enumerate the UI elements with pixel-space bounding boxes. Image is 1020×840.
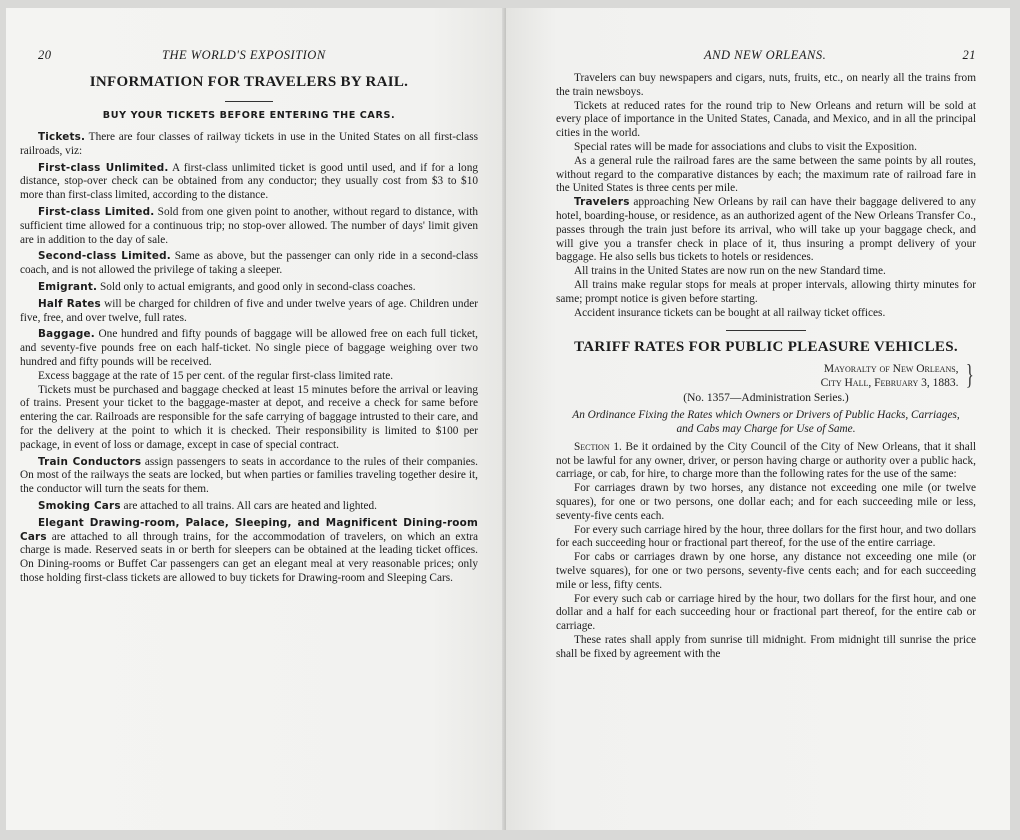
paragraph [556,196,976,265]
paragraph-text: All trains make regular stops for meals at proper intervals, allowing thirty minutes for same; prompt notice is given before starting. [556,278,976,305]
paragraph-text: assign passengers to seats in accordance to the rules of their companies. On most of the railways the seats are locked, but when parties or families traveling together desire it, the conductor will turn the seats for them. [20,455,478,496]
paragraph-term: Half Rates [38,297,101,310]
left-page-content [20,48,478,586]
paragraph-text: Travelers can buy newspapers and cigars, nuts, fruits, etc., on nearly all the trains from the train newsboys. [556,72,976,98]
paragraph-text: Sold from one given point to another, without regard to distance, with sufficient time allowed for a continuous trip; no stop-over allowed. The number of days' limit given are in addition to the day of sale. [20,205,478,246]
paragraph [20,500,478,514]
paragraph-text: will be charged for children of five and under twelve years of age. Children under five, free, and over twelve, full rates. [20,297,479,324]
paragraph-term: Emigrant. [38,280,98,293]
left-page-number: 20 [38,48,52,62]
paragraph [20,131,478,159]
paragraph-term: Second-class Limited. [38,250,171,263]
paragraph-text: For every such cab or carriage hired by the hour, two dollars for the first hour, and one dollar and a half for each succeeding hour or fractional part thereof, for the entire cab or carriage. [556,592,976,633]
section-label: Section 1. [574,440,622,453]
paragraph-text: For every such carriage hired by the hour, three dollars for the first hour, and two dollars for each succeeding hour or fractional part thereof, for the use of the entire carriage. [556,523,976,550]
paragraph-text: are attached to all trains. All cars are heated and lighted. [120,499,377,512]
mayoralty-block [556,362,976,390]
paragraph-term: First-class Limited. [38,205,155,218]
paragraph-text: are attached to all through trains, for the accommodation of travelers, on which an extra charge is made. Reserved seats in or berth for sleepers can be obtained at the leading ticket offices. On Dining-rooms or Buffet Car passengers can get an elegant meal at very reasonable prices; only those holding first-class tickets are allowed to buy tickets for Drawing-room and Sleeping Cars. [20,530,478,584]
paragraph [556,141,976,155]
left-section-heading: INFORMATION FOR TRAVELERS BY RAIL. [89,74,409,90]
paragraph-text: Tickets at reduced rates for the round trip to New Orleans and return will be sold at every place of importance in the United States, Canada, and Mexico, and in all the principal cities in the world. [556,99,976,140]
paragraph [556,482,976,523]
paragraph-text: A first-class unlimited ticket is good until used, and if for a long distance, stop-over check can be obtained from any conductor; they usually cost from $3 to $10 more than first-class limited, according to the distance. [20,161,478,202]
paragraph-text: Sold only to actual emigrants, and good only in second-class coaches. [97,280,416,293]
left-page [6,8,506,830]
paragraph [556,593,976,634]
paragraph-text: Accident insurance tickets can be bought at all railway ticket offices. [574,306,886,319]
right-page [506,8,1010,830]
paragraph [20,250,478,278]
mayoralty-lines [821,362,959,390]
paragraph [556,524,976,552]
brace-icon: } [965,360,974,392]
right-page-content [556,48,976,661]
paragraph [20,298,478,326]
paragraph-term: Smoking Cars [38,499,121,512]
paragraph [20,206,478,247]
paragraph-term: Travelers [574,196,630,209]
paragraph-text: One hundred and fifty pounds of baggage will be allowed free on each full ticket, and seventy-five pounds free on each half-ticket. No single piece of baggage weighing over two hundred and fifty pounds will be received. [20,328,478,368]
paragraph-text: Excess baggage at the rate of 15 per cent. of the regular first-class limited rate. [38,369,394,382]
paragraph-text: Special rates will be made for associations and clubs to visit the Exposition. [574,140,917,153]
heading-divider [225,101,273,102]
paragraph [556,307,976,321]
paragraph [20,162,478,203]
paragraph [556,279,976,307]
paragraph-text: These rates shall apply from sunrise till midnight. From midnight till sunrise the price shall be fixed by agreement with the [556,633,976,660]
paragraph-term: First-class Unlimited. [38,161,169,174]
paragraph [20,370,478,384]
paragraph-text: Same as above, but the passenger can only ride in a second-class coach, and is not allowed the privilege of taking a sleeper. [20,250,478,277]
paragraph-term: Train Conductors [38,455,142,468]
paragraph [556,441,976,482]
paragraph [556,155,976,196]
paragraph [20,328,478,369]
paragraph [556,72,976,100]
mayoralty-line: Mayoralty of New Orleans, [823,363,959,376]
paragraph [556,634,976,662]
right-section-heading: TARIFF RATES FOR PUBLIC PLEASURE VEHICLES. [574,339,958,356]
paragraph-text: For cabs or carriages drawn by one horse, any distance not exceeding one mile (or twelve squares), for one or two persons, seventy-five cents each; and for each succeeding mile or less, fifty cents. [556,551,976,591]
left-running-head [20,48,478,68]
paragraph [556,265,976,279]
paragraph [20,281,478,295]
section-divider [726,330,806,331]
paragraph-text: All trains in the United States are now run on the new Standard time. [574,265,886,278]
left-running-title: THE WORLD'S EXPOSITION [162,48,326,62]
paragraph-text: For carriages drawn by two horses, any distance not exceeding one mile (or twelve squares), for one or two persons, one dollar each; and for each succeeding mile or less, seventy-five cents each. [556,482,976,522]
paragraph [556,100,976,141]
paragraph-text: There are four classes of railway tickets in use in the United States on all first-class railroads, viz: [20,131,478,157]
right-running-title: AND NEW ORLEANS. [704,48,827,62]
right-running-head [556,48,976,68]
city-hall-date-line: City Hall, February 3, 1883. [820,377,959,390]
paragraph-term: Tickets. [38,131,86,143]
paragraph [20,384,478,453]
paragraph [20,517,478,586]
paragraph-term: Elegant Drawing-room, Palace, Sleeping, and Magnificent Dining-room Cars [20,516,478,543]
paragraph-text: Tickets must be purchased and baggage checked at least 15 minutes before the arrival or leaving of trains. Present your ticket to the baggage-master at depot, and receive a check for same before entering the car. Railroads are responsible for the safe carrying of baggage intrusted to their care, and for the delivery at the point to which it is checked. Their responsibility is limited to $100 per package, in event of loss or damage, except in case of special contract. [20,383,478,451]
paragraph-text: approaching New Orleans by rail can have their baggage delivered to any hotel, boarding-house, or residence, as an authorized agent of the New Orleans Transfer Co., passes through the train just before its arrival, who will take up your baggage check, and will give you a transfer check in place of it, thus insuring a prompt delivery of your baggage. He also sells bus tickets to hotels or residences. [556,196,976,264]
series-line: (No. 1357—Administration Series.) [683,392,849,405]
right-page-number: 21 [962,48,976,62]
left-subheading: BUY YOUR TICKETS BEFORE ENTERING THE CARS. [102,110,396,121]
paragraph-text: Be it ordained by the City Council of the City of New Orleans, that it shall not be lawful for any owner, driver, or person having charge or authority over a public hack, carriage, or cab, for hire, to charge more than the following rates for the use of the same: [556,440,976,481]
book-spread [6,8,1010,830]
paragraph-term: Baggage. [38,328,95,341]
paragraph-text: As a general rule the railroad fares are the same between the same points by all routes, without regard to the comparative distances by each; the maximum rate of railroad fare in the United States is three cents per mile. [556,154,976,195]
ordinance-title: An Ordinance Fixing the Rates which Owners or Drivers of Public Hacks, Carriages, and Cabs may Charge for Use of Same. [572,409,960,435]
paragraph [20,456,478,497]
paragraph [556,551,976,592]
